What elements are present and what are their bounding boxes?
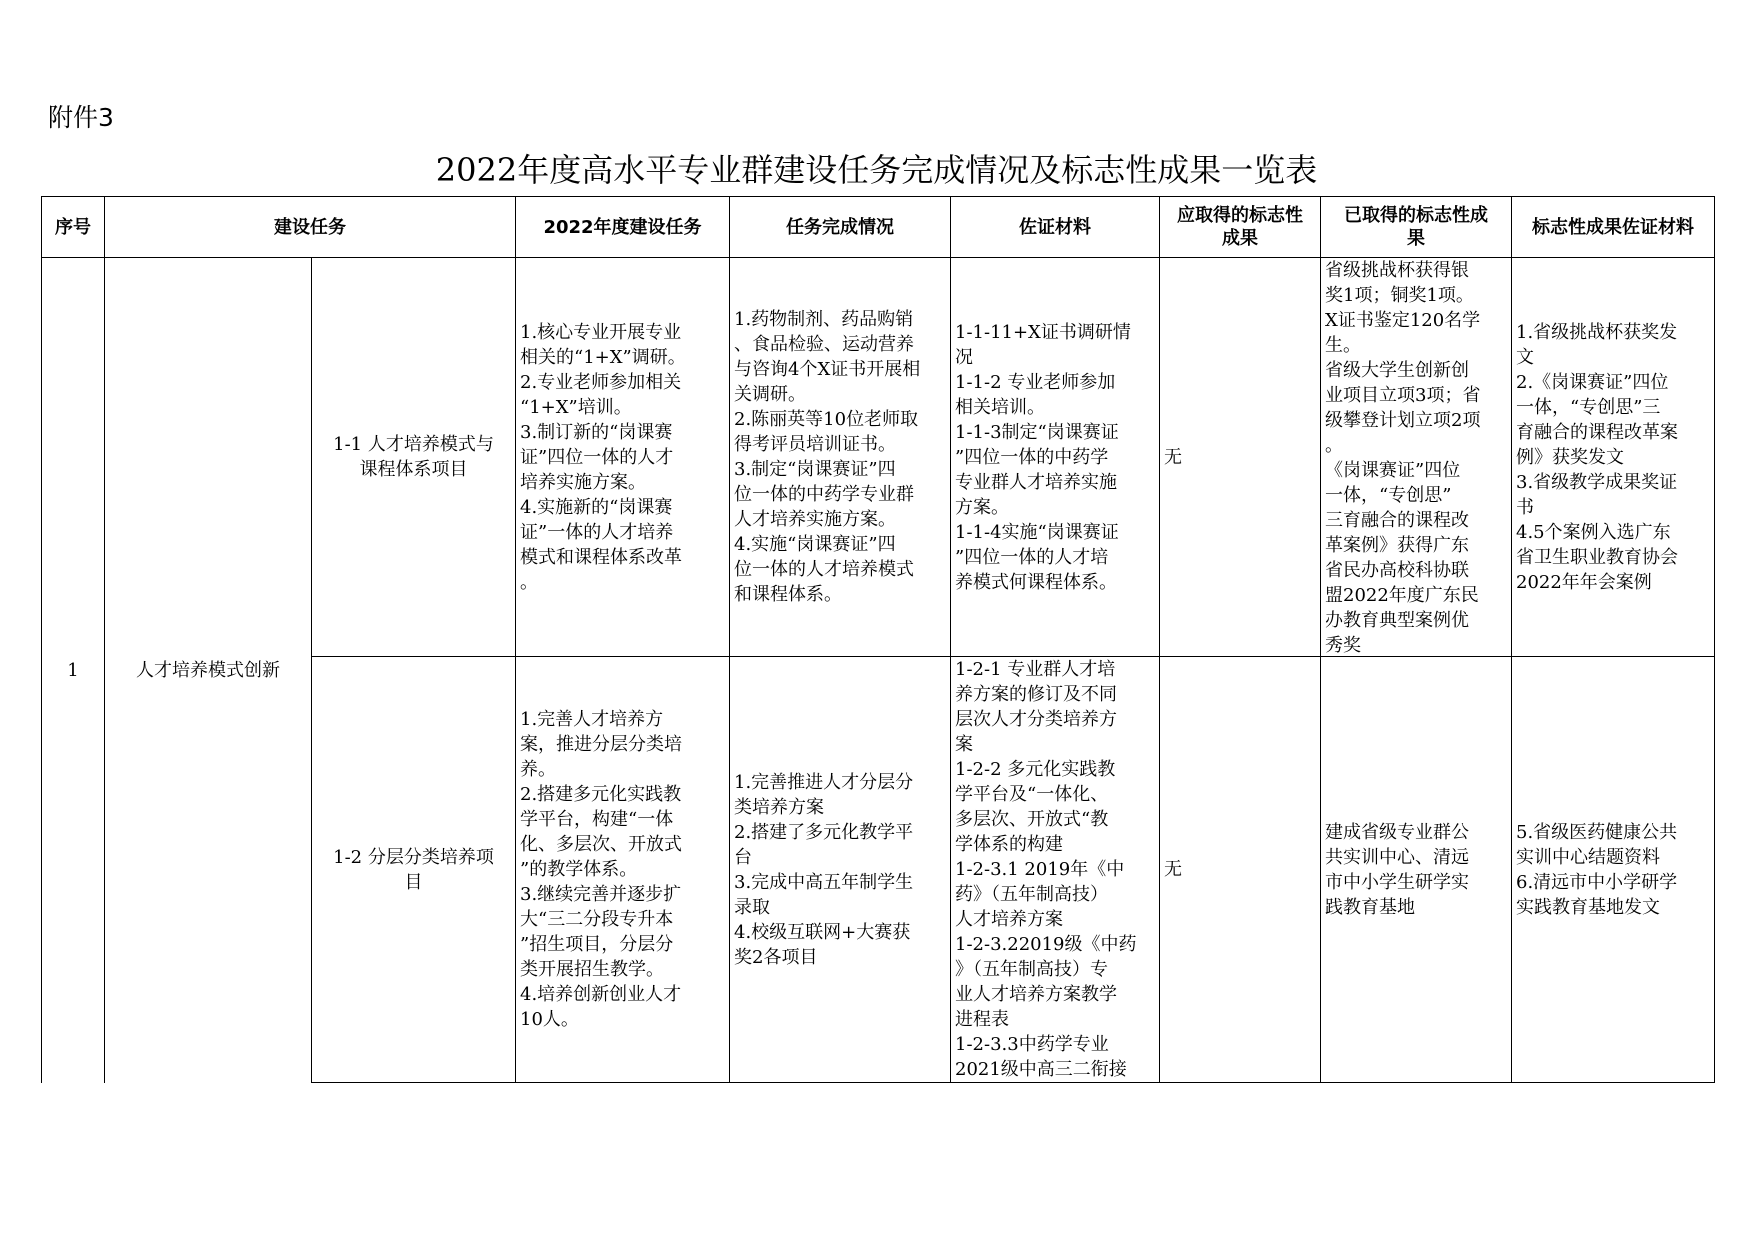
achieved-line: 。 bbox=[1325, 435, 1343, 456]
header-task2022: 2022年度建设任务 bbox=[516, 197, 730, 258]
evidence-cell bbox=[951, 258, 1160, 657]
evidence-line: 1-1-2 专业老师参加 bbox=[955, 371, 1116, 393]
achieved-line: 省民办高校科协联 bbox=[1325, 560, 1469, 581]
achieved-line: 《岗课赛证”四位 bbox=[1325, 460, 1461, 481]
task2022-line: 1.核心专业开展专业 bbox=[520, 321, 682, 343]
proof-line: 文 bbox=[1516, 346, 1534, 368]
task2022-line: 证”四位一体的人才 bbox=[520, 446, 674, 468]
task2022-line: 10人。 bbox=[520, 1009, 579, 1030]
task2022-line: 2.搭建多元化实践教 bbox=[520, 784, 682, 805]
achieved-line: 省级大学生创新创 bbox=[1325, 360, 1469, 381]
document-title: 2022年度高水平专业群建设任务完成情况及标志性成果一览表 bbox=[435, 151, 1318, 189]
task2022-line: 1.完善人才培养方 bbox=[520, 709, 664, 730]
header-row bbox=[42, 197, 1715, 258]
header-evidence: 佐证材料 bbox=[951, 197, 1160, 258]
task2022-line: 模式和课程体系改革 bbox=[520, 546, 682, 568]
evidence-line: 2021级中高三二衔接 bbox=[955, 1059, 1127, 1080]
completion-line: 4.校级互联网+大赛获 bbox=[734, 921, 911, 943]
proof-line: 一体，“专创思”三 bbox=[1516, 396, 1661, 418]
completion-line: 1.完善推进人才分层分 bbox=[734, 771, 914, 793]
evidence-line: ”四位一体的人才培 bbox=[955, 546, 1109, 568]
evidence-line: 1-2-1 专业群人才培 bbox=[955, 659, 1116, 680]
achieved-cell bbox=[1321, 657, 1512, 1083]
seq-cell: 1 bbox=[42, 258, 105, 1083]
header-seq: 序号 bbox=[42, 197, 105, 258]
evidence-line: 进程表 bbox=[955, 1009, 1009, 1030]
achieved-line: 省级挑战杯获得银 bbox=[1325, 260, 1469, 281]
completion-line: 奖2各项目 bbox=[734, 946, 818, 968]
evidence-line: 相关培训。 bbox=[955, 396, 1045, 418]
evidence-line: 专业群人才培养实施 bbox=[955, 471, 1117, 493]
proof-line: 书 bbox=[1516, 496, 1534, 518]
proof-line: 实训中心结题资料 bbox=[1516, 846, 1660, 868]
task2022-line: 3.制订新的“岗课赛 bbox=[520, 421, 673, 443]
task2022-line: 3.继续完善并逐步扩 bbox=[520, 884, 682, 905]
completion-cell bbox=[730, 657, 951, 1083]
achieved-line: 秀奖 bbox=[1325, 635, 1361, 656]
completion-line: 3.完成中高五年制学生 bbox=[734, 871, 914, 893]
subtask-line: 目 bbox=[404, 871, 423, 893]
evidence-line: 1-1-11+X证书调研情 bbox=[955, 321, 1131, 343]
evidence-line: 方案。 bbox=[955, 496, 1009, 518]
evidence-line: 多层次、开放式“教 bbox=[955, 809, 1109, 830]
completion-line: 2.搭建了多元化教学平 bbox=[734, 821, 914, 843]
completion-line: 、食品检验、运动营养 bbox=[734, 334, 914, 355]
header-task: 建设任务 bbox=[105, 197, 516, 258]
task2022-line: 2.专业老师参加相关 bbox=[520, 371, 682, 393]
completion-line: 位一体的中药学专业群 bbox=[734, 484, 914, 505]
proof-line: 例》获奖发文 bbox=[1516, 446, 1624, 468]
task2022-line: 。 bbox=[520, 571, 538, 593]
proof-cell bbox=[1512, 258, 1715, 657]
subtask-line: 课程体系项目 bbox=[359, 459, 468, 480]
header-proof: 标志性成果佐证材料 bbox=[1512, 197, 1715, 258]
completion-line: 4.实施“岗课赛证”四 bbox=[734, 534, 896, 555]
achieved-line: 办教育典型案例优 bbox=[1325, 610, 1469, 631]
header-expected-line: 成果 bbox=[1222, 228, 1258, 249]
achieved-line: 践教育基地 bbox=[1325, 896, 1415, 918]
proof-line: 5.省级医药健康公共 bbox=[1516, 821, 1678, 843]
evidence-line: 学平台及“一体化、 bbox=[955, 784, 1109, 805]
task2022-line: ”招生项目，分层分 bbox=[520, 934, 674, 955]
achieved-line: 奖1项；铜奖1项。 bbox=[1325, 285, 1474, 306]
expected-cell bbox=[1160, 657, 1321, 1083]
task2022-line: 4.培养创新创业人才 bbox=[520, 984, 682, 1005]
evidence-line: 》（五年制高技）专 bbox=[955, 959, 1108, 980]
header-completion: 任务完成情况 bbox=[730, 197, 951, 258]
completion-line: 关调研。 bbox=[734, 384, 806, 405]
completion-line: 和课程体系。 bbox=[734, 584, 842, 605]
proof-line: 6.清远市中小学研学 bbox=[1516, 871, 1678, 893]
achieved-line: 建成省级专业群公 bbox=[1325, 821, 1469, 843]
evidence-line: 1-1-4实施“岗课赛证 bbox=[955, 521, 1119, 543]
task2022-line: 养。 bbox=[520, 759, 556, 780]
completion-cell bbox=[730, 258, 951, 657]
task2022-cell bbox=[516, 657, 730, 1083]
proof-line: 省卫生职业教育协会 bbox=[1516, 546, 1678, 568]
achieved-line: 业项目立项3项；省 bbox=[1325, 385, 1481, 406]
completion-line: 人才培养实施方案。 bbox=[734, 509, 896, 530]
evidence-line: 人才培养方案 bbox=[955, 909, 1063, 930]
task2022-line: 大“三二分段专升本 bbox=[520, 909, 674, 930]
header-expected-line: 应取得的标志性 bbox=[1177, 205, 1303, 226]
evidence-cell bbox=[951, 657, 1160, 1083]
achieved-line: 一体，“专创思” bbox=[1325, 485, 1452, 506]
task2022-line: 培养实施方案。 bbox=[520, 471, 646, 493]
completion-line: 2.陈丽英等10位老师取 bbox=[734, 409, 919, 430]
completion-line: 1.药物制剂、药品购销 bbox=[734, 309, 914, 330]
achievement-table bbox=[41, 196, 1715, 1083]
proof-line: 1.省级挑战杯获奖发 bbox=[1516, 321, 1678, 343]
evidence-line: 案 bbox=[955, 734, 973, 755]
evidence-line: 1-1-3制定“岗课赛证 bbox=[955, 421, 1119, 443]
achieved-line: X证书鉴定120名学 bbox=[1325, 310, 1481, 331]
achieved-line: 生。 bbox=[1325, 335, 1361, 356]
completion-line: 与咨询4个X证书开展相 bbox=[734, 359, 921, 380]
task2022-line: ”的教学体系。 bbox=[520, 859, 638, 880]
header-achieved-line: 已取得的标志性成 bbox=[1344, 205, 1488, 226]
achieved-cell bbox=[1321, 258, 1512, 657]
evidence-line: 养模式何课程体系。 bbox=[955, 571, 1117, 593]
evidence-line: 药》（五年制高技） bbox=[955, 884, 1108, 905]
attachment-label: 附件3 bbox=[48, 103, 114, 132]
evidence-line: 况 bbox=[955, 346, 973, 368]
task2022-line: 4.实施新的“岗课赛 bbox=[520, 496, 673, 518]
subtask-line: 1-2 分层分类培养项 bbox=[333, 846, 494, 868]
proof-line: 4.5个案例入选广东 bbox=[1516, 521, 1671, 543]
completion-line: 台 bbox=[734, 846, 752, 868]
header-expected bbox=[1160, 197, 1321, 258]
proof-line: 3.省级教学成果奖证 bbox=[1516, 471, 1678, 493]
expected-cell bbox=[1160, 258, 1321, 657]
completion-line: 录取 bbox=[734, 896, 770, 918]
task2022-line: “1+X”培训。 bbox=[520, 396, 632, 418]
completion-line: 3.制定“岗课赛证”四 bbox=[734, 459, 896, 480]
proof-line: 育融合的课程改革案 bbox=[1516, 421, 1678, 443]
evidence-line: 1-2-3.22019级《中药 bbox=[955, 934, 1137, 955]
proof-line: 实践教育基地发文 bbox=[1516, 896, 1660, 918]
expected-value: 无 bbox=[1164, 859, 1182, 880]
subtask-line: 1-1 人才培养模式与 bbox=[333, 434, 494, 455]
evidence-line: 1-2-3.3中药学专业 bbox=[955, 1034, 1109, 1055]
task2022-line: 案，推进分层分类培 bbox=[520, 734, 682, 755]
achieved-line: 级攀登计划立项2项 bbox=[1325, 410, 1481, 431]
evidence-line: ”四位一体的中药学 bbox=[955, 446, 1109, 468]
evidence-line: 业人才培养方案教学 bbox=[955, 984, 1117, 1005]
task2022-cell bbox=[516, 258, 730, 657]
completion-line: 位一体的人才培养模式 bbox=[734, 559, 914, 580]
task2022-line: 化、多层次、开放式 bbox=[520, 834, 682, 855]
achieved-line: 共实训中心、清远 bbox=[1325, 846, 1469, 868]
completion-line: 得考评员培训证书。 bbox=[734, 434, 896, 455]
header-achieved-line: 果 bbox=[1407, 228, 1425, 249]
evidence-line: 层次人才分类培养方 bbox=[955, 709, 1117, 730]
task2022-line: 相关的“1+X”调研。 bbox=[520, 346, 686, 368]
evidence-line: 养方案的修订及不同 bbox=[955, 684, 1117, 705]
achieved-line: 市中小学生研学实 bbox=[1325, 871, 1469, 893]
evidence-line: 1-2-2 多元化实践教 bbox=[955, 759, 1116, 780]
task2022-line: 证”一体的人才培养 bbox=[520, 521, 674, 543]
header-achieved bbox=[1321, 197, 1512, 258]
achieved-line: 革案例》获得广东 bbox=[1325, 535, 1469, 556]
subtask-cell bbox=[312, 657, 516, 1083]
task2022-line: 类开展招生教学。 bbox=[520, 959, 664, 980]
table-row bbox=[42, 258, 1715, 657]
proof-line: 2022年年会案例 bbox=[1516, 571, 1652, 593]
proof-cell bbox=[1512, 657, 1715, 1083]
achieved-line: 三育融合的课程改 bbox=[1325, 510, 1469, 531]
evidence-line: 1-2-3.1 2019年《中 bbox=[955, 859, 1125, 880]
achieved-line: 盟2022年度广东民 bbox=[1325, 585, 1479, 606]
expected-value: 无 bbox=[1164, 446, 1182, 468]
task-cell: 人才培养模式创新 bbox=[105, 258, 312, 1083]
subtask-cell bbox=[312, 258, 516, 657]
proof-line: 2.《岗课赛证”四位 bbox=[1516, 371, 1669, 393]
evidence-line: 学体系的构建 bbox=[955, 834, 1063, 855]
task2022-line: 学平台，构建“一体 bbox=[520, 809, 674, 830]
completion-line: 类培养方案 bbox=[734, 796, 824, 818]
